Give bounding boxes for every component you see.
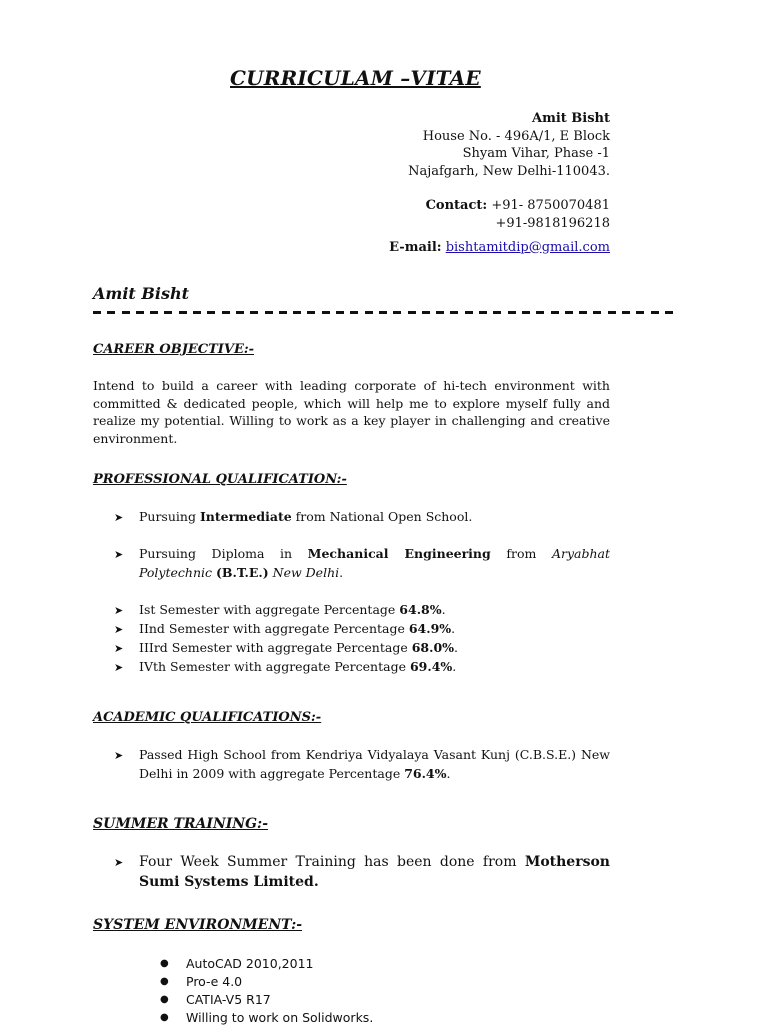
- academic-qualifications-heading: ACADEMIC QUALIFICATIONS:-: [93, 710, 322, 725]
- semester-item: ➤ IInd Semester with aggregate Percentage 64.9%.: [114, 619, 610, 639]
- header-name: Amit Bisht: [531, 111, 610, 126]
- email-link[interactable]: bishtamitdip@gmail.com: [445, 239, 610, 255]
- career-objective-text: Intend to build a career with leading corporate of hi-tech environment with committed & dedicated people, which will help me to explore myself fully and realize my potential. Willing to work as a key player in challenging and creative environment.: [93, 378, 610, 446]
- phone-1: +91- 8750070481: [491, 198, 610, 214]
- list-item: ➤ Pursuing Intermediate from National Open School.: [114, 507, 610, 527]
- summer-training-heading: SUMMER TRAINING:-: [93, 816, 269, 832]
- divider-dash: [336, 311, 344, 314]
- list-item: ➤ Pursuing Diploma in Mechanical Engineering from Aryabhat Polytechnic (B.T.E.) New Delhi.: [114, 546, 610, 580]
- divider-dash: [622, 311, 630, 314]
- semester-item: ➤ Ist Semester with aggregate Percentage 64.8%.: [114, 600, 610, 620]
- arrow-bullet-icon: ➤: [114, 511, 124, 524]
- dashed-divider: [93, 306, 673, 318]
- list-item: ● CATIA-V5 R17: [160, 992, 271, 1007]
- divider-dash: [265, 311, 273, 314]
- divider-dash: [450, 311, 458, 314]
- address-line-2: Shyam Vihar, Phase -1: [462, 146, 610, 162]
- divider-dash: [565, 311, 573, 314]
- address-line-3: Najafgarh, New Delhi-110043.: [408, 163, 610, 179]
- divider-dash: [236, 311, 244, 314]
- divider-dash: [150, 311, 158, 314]
- email-line: [250, 239, 610, 257]
- divider-dash: [93, 311, 101, 314]
- divider-dash: [122, 311, 130, 314]
- divider-dash: [293, 311, 301, 314]
- divider-dash: [107, 311, 115, 314]
- system-environment-heading: SYSTEM ENVIRONMENT:-: [93, 917, 303, 933]
- divider-dash: [193, 311, 201, 314]
- arrow-bullet-icon: ➤: [114, 623, 124, 636]
- divider-dash: [250, 311, 258, 314]
- divider-dash: [436, 311, 444, 314]
- arrow-bullet-icon: ➤: [114, 856, 124, 869]
- divider-dash: [379, 311, 387, 314]
- name-heading: Amit Bisht: [93, 284, 190, 303]
- list-item: ➤ Passed High School from Kendriya Vidyalaya Vasant Kunj (C.B.S.E.) New Delhi in 2009 with aggregate Percentage 76.4%.: [114, 747, 610, 781]
- contact-label: Contact:: [425, 198, 488, 214]
- divider-dash: [422, 311, 430, 314]
- professional-qualification-heading: PROFESSIONAL QUALIFICATION:-: [93, 472, 347, 487]
- divider-dash: [651, 311, 659, 314]
- list-item: ● Willing to work on Solidworks.: [160, 1010, 374, 1025]
- divider-dash: [493, 311, 501, 314]
- arrow-bullet-icon: ➤: [114, 604, 124, 617]
- divider-dash: [608, 311, 616, 314]
- career-objective-heading: CAREER OBJECTIVE:-: [93, 342, 255, 357]
- divider-dash: [522, 311, 530, 314]
- address-line-1: House No. - 496A/1, E Block: [422, 128, 610, 144]
- bullet-dot-icon: ●: [160, 994, 169, 1005]
- arrow-bullet-icon: ➤: [114, 642, 124, 655]
- divider-dash: [207, 311, 215, 314]
- divider-dash: [393, 311, 401, 314]
- bullet-dot-icon: ●: [160, 958, 169, 969]
- email-label: E-mail:: [389, 239, 442, 255]
- divider-dash: [164, 311, 172, 314]
- divider-dash: [408, 311, 416, 314]
- divider-dash: [508, 311, 516, 314]
- divider-dash: [579, 311, 587, 314]
- document-title: CURRICULAM –VITAE: [230, 66, 481, 90]
- semester-item: ➤ IIIrd Semester with aggregate Percentage 68.0%.: [114, 638, 610, 658]
- divider-dash: [307, 311, 315, 314]
- divider-dash: [536, 311, 544, 314]
- divider-dash: [222, 311, 230, 314]
- divider-dash: [279, 311, 287, 314]
- divider-dash: [322, 311, 330, 314]
- divider-dash: [665, 311, 673, 314]
- bullet-dot-icon: ●: [160, 1012, 169, 1023]
- divider-dash: [551, 311, 559, 314]
- divider-dash: [636, 311, 644, 314]
- bullet-dot-icon: ●: [160, 976, 169, 987]
- contact-line: [250, 197, 610, 215]
- phone-2: +91-9818196218: [495, 215, 610, 231]
- divider-dash: [593, 311, 601, 314]
- arrow-bullet-icon: ➤: [114, 749, 124, 762]
- arrow-bullet-icon: ➤: [114, 661, 124, 674]
- list-item: ● AutoCAD 2010,2011: [160, 956, 314, 971]
- divider-dash: [465, 311, 473, 314]
- divider-dash: [179, 311, 187, 314]
- divider-dash: [136, 311, 144, 314]
- list-item: ● Pro-e 4.0: [160, 974, 243, 989]
- divider-dash: [365, 311, 373, 314]
- semester-item: ➤ IVth Semester with aggregate Percentage 69.4%.: [114, 657, 610, 677]
- divider-dash: [479, 311, 487, 314]
- arrow-bullet-icon: ➤: [114, 548, 124, 561]
- contact-block: [250, 110, 610, 256]
- divider-dash: [350, 311, 358, 314]
- list-item: ➤ Four Week Summer Training has been done from Motherson Sumi Systems Limited.: [114, 854, 610, 890]
